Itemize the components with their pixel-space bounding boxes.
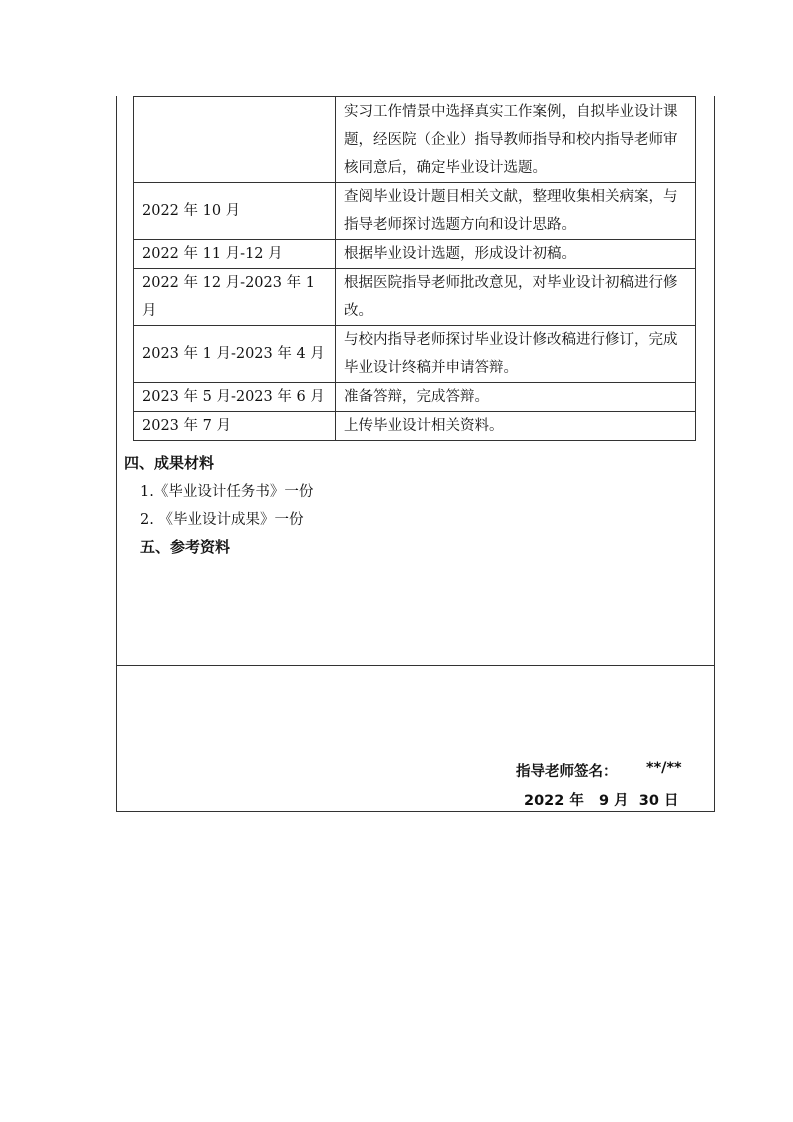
outcome-item: 1.《毕业设计任务书》一份	[140, 484, 314, 500]
schedule-task: 与校内指导老师探讨毕业设计修改稿进行修订，完成毕业设计终稿并申请答辩。	[336, 326, 696, 383]
section-5-title: 五、参考资料	[140, 538, 231, 556]
schedule-table	[133, 96, 696, 441]
signature-date: 2022 年 9 月 30 日	[524, 793, 679, 809]
schedule-task: 根据医院指导老师批改意见，对毕业设计初稿进行修改。	[336, 269, 696, 326]
section-4-title: 四、成果材料	[124, 454, 215, 472]
schedule-date: 2023 年 7 月	[134, 412, 336, 441]
section-divider	[116, 665, 715, 666]
table-row	[134, 412, 696, 441]
advisor-signature-value: **/**	[646, 760, 682, 776]
schedule-task: 准备答辩，完成答辩。	[336, 383, 696, 412]
outcome-item: 2. 《毕业设计成果》一份	[140, 512, 304, 528]
table-row	[134, 326, 696, 383]
schedule-date: 2022 年 10 月	[134, 183, 336, 240]
table-row	[134, 240, 696, 269]
schedule-task: 实习工作情景中选择真实工作案例，自拟毕业设计课题，经医院（企业）指导教师指导和校内指导老师审核同意后，确定毕业设计选题。	[336, 97, 696, 183]
schedule-date: 2023 年 5 月-2023 年 6 月	[134, 383, 336, 412]
table-row	[134, 183, 696, 240]
schedule-task: 上传毕业设计相关资料。	[336, 412, 696, 441]
schedule-date: 2022 年 11 月-12 月	[134, 240, 336, 269]
table-row	[134, 97, 696, 183]
schedule-task: 根据毕业设计选题，形成设计初稿。	[336, 240, 696, 269]
table-row	[134, 383, 696, 412]
schedule-date: 2023 年 1 月-2023 年 4 月	[134, 326, 336, 383]
advisor-signature-label: 指导老师签名：	[516, 764, 618, 780]
table-row	[134, 269, 696, 326]
schedule-date: 2022 年 12 月-2023 年 1 月	[134, 269, 336, 326]
schedule-date	[134, 97, 336, 183]
schedule-task: 查阅毕业设计题目相关文献，整理收集相关病案，与指导老师探讨选题方向和设计思路。	[336, 183, 696, 240]
